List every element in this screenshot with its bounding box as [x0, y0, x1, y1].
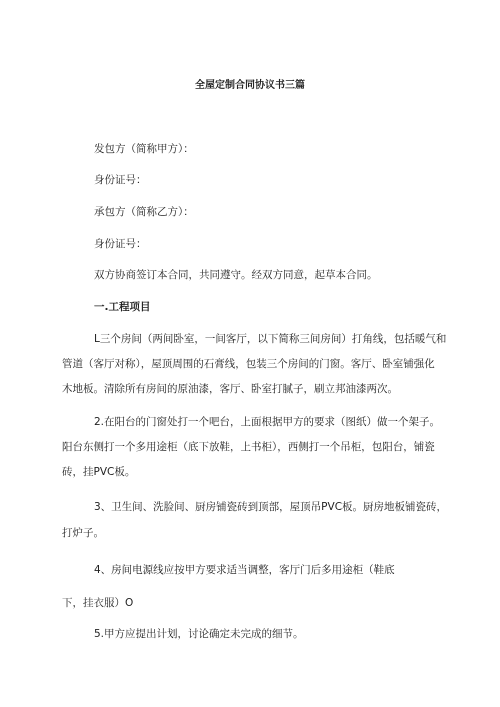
paragraph-line: 木地板。清除所有房间的原油漆，客厅、卧室打腻子，刷立邦油漆两次。	[62, 383, 398, 395]
id-number-label: 身份证号：	[94, 174, 147, 186]
paragraph-line: 阳台东侧打一个多用途柜（底下放鞋，上书柜），西侧打一个吊柜，包阳台，铺瓷	[62, 441, 435, 453]
paragraph-line: 下，挂衣服）O	[62, 597, 134, 609]
paragraph-line: 砖，挂PVC板。	[62, 466, 136, 478]
paragraph-line: 5.甲方应提出计划，讨论确定未完成的细节。	[94, 628, 304, 640]
paragraph-line: L三个房间（两间卧室，一间客厅，以下简称三间房间）打角线，包括暖气和	[94, 333, 447, 345]
paragraph-line: 管道（客厅对称），屋顶周围的石膏线，包装三个房间的门窗。客厅、卧室铺强化	[62, 358, 435, 370]
intro-text: 双方协商签订本合同，共同遵守。经双方同意，起草本合同。	[94, 269, 378, 281]
party-a-label: 发包方（简称甲方）：	[94, 143, 194, 155]
document-title: 全屋定制合同协议书三篇	[195, 80, 305, 91]
paragraph-line: 2.在阳台的门窗处打一个吧台，上面根据甲方的要求（图纸）做一个架子。	[94, 416, 441, 428]
id-number-label: 身份证号：	[94, 238, 147, 250]
paragraph-line: 4、房间电源线应按甲方要求适当调整，客厅门后多用途柜（鞋底	[94, 564, 395, 576]
party-b-label: 承包方（简称乙方）：	[94, 206, 194, 218]
paragraph-line: 打炉子。	[62, 527, 104, 539]
section-heading: 一.工程项目	[94, 301, 151, 313]
paragraph-line: 3、卫生间、洗脸间、厨房铺瓷砖到顶部，屋顶吊PVC板。厨房地板铺瓷砖，	[94, 501, 448, 513]
